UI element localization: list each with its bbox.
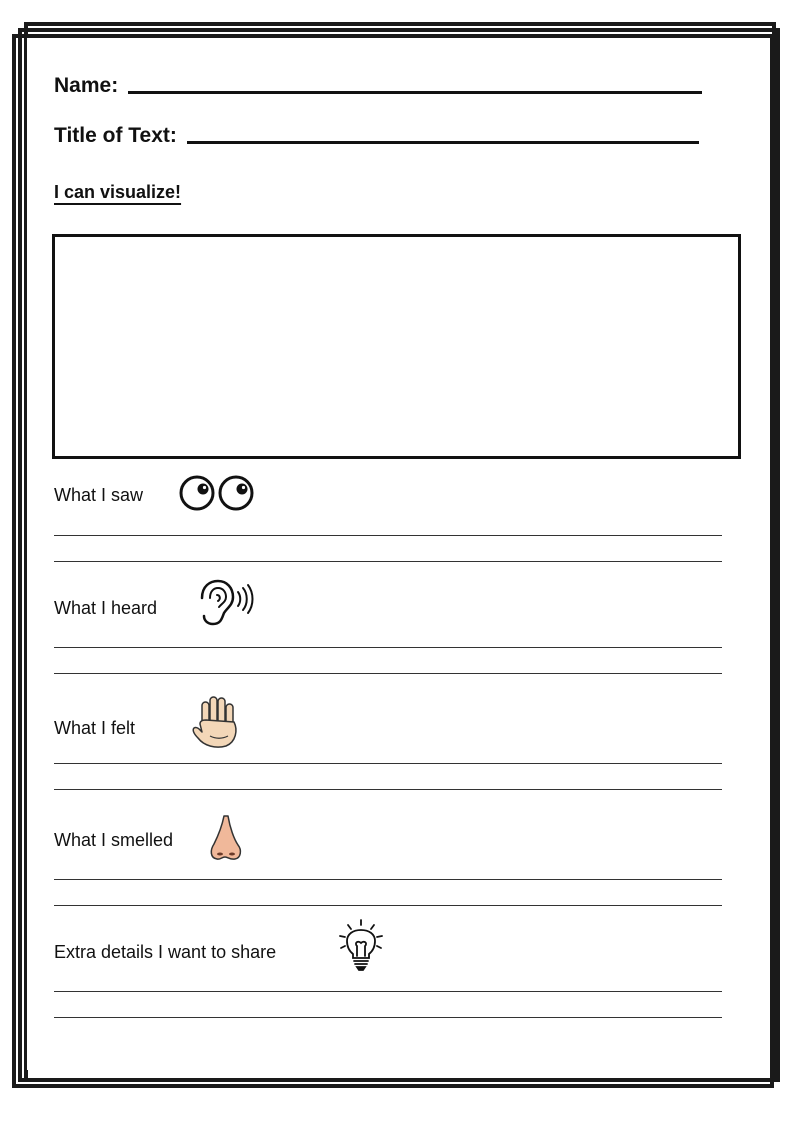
hand-icon (190, 694, 244, 752)
name-label: Name: (54, 74, 119, 97)
section-saw (54, 474, 722, 566)
name-write-line[interactable] (128, 91, 702, 94)
section-label-saw: What I saw (54, 485, 144, 505)
drawing-box[interactable] (52, 234, 741, 459)
section-heard (54, 578, 722, 678)
name-field (54, 74, 702, 98)
write-line-extra-2[interactable] (54, 1017, 722, 1018)
write-line-smelled-2[interactable] (54, 905, 722, 906)
write-line-heard-2[interactable] (54, 673, 722, 674)
title-field (54, 124, 699, 148)
nose-icon (208, 814, 244, 864)
section-label-smelled: What I smelled (54, 830, 174, 850)
section-extra-details (54, 918, 722, 1024)
write-line-felt-2[interactable] (54, 789, 722, 790)
section-smelled (54, 812, 722, 912)
section-label-heard: What I heard (54, 598, 158, 618)
write-line-saw-1[interactable] (54, 535, 722, 536)
write-line-saw-2[interactable] (54, 561, 722, 562)
section-felt (54, 694, 722, 794)
write-line-heard-1[interactable] (54, 647, 722, 648)
title-label: Title of Text: (54, 124, 177, 147)
title-write-line[interactable] (187, 141, 699, 144)
worksheet-heading: I can visualize! (54, 182, 182, 202)
write-line-felt-1[interactable] (54, 763, 722, 764)
write-line-extra-1[interactable] (54, 991, 722, 992)
ear-icon (196, 578, 258, 628)
section-label-extra-details: Extra details I want to share (54, 942, 277, 962)
write-line-smelled-1[interactable] (54, 879, 722, 880)
eyes-icon (179, 474, 259, 514)
lightbulb-icon (336, 918, 386, 974)
section-label-felt: What I felt (54, 718, 136, 738)
